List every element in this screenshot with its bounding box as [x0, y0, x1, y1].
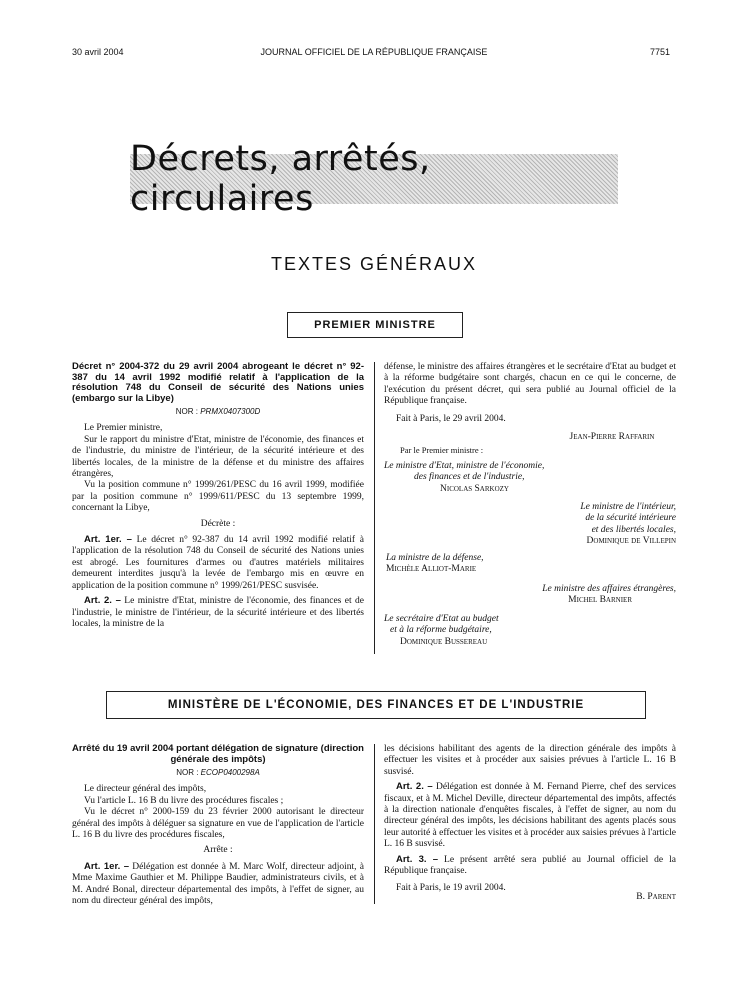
arrete-signature: B. Parent	[636, 892, 676, 902]
arrete-fait: Fait à Paris, le 19 avril 2004.	[396, 883, 506, 894]
header-journal: JOURNAL OFFICIEL DE LA RÉPUBLIQUE FRANÇAISE	[260, 47, 488, 57]
minister-affaires-etrangeres: Le ministre des affaires étrangères, Michel Barnier	[542, 584, 676, 606]
ministry-box-economie	[106, 691, 646, 719]
ministry-label: MINISTÈRE DE L'ÉCONOMIE, DES FINANCES ET DE L'INDUSTRIE	[167, 699, 585, 711]
decret-fait: Fait à Paris, le 29 avril 2004.	[396, 413, 506, 424]
minister-eco: Le ministre d'Etat, ministre de l'économie, des finances et de l'industrie, Nicolas Sarkozy	[384, 461, 545, 494]
signature-pm: Jean-Pierre Raffarin	[569, 432, 655, 442]
banner-title: Décrets, arrêtés, circulaires	[130, 139, 431, 219]
decret-article-1: Art. 1er. – Le décret n° 92-387 du 14 avril 1992 modifié relatif à l'application de la résolution 748 du Conseil de sécurité des Nations unies est abrogé. Les fournitures d'armes ou d'autres matériels militaires demeurent interdites jusqu'à la levée de l'embargo mis en œuvre en application de la position commune n° 1999/261/PESC susvisée.	[72, 534, 364, 591]
par-premier-ministre: Par le Premier ministre :	[400, 445, 484, 455]
arrete-paragraph: Vu le décret n° 2000-159 du 23 février 2000 autorisant le directeur général des impôts à déléguer sa signature en vue de l'application de l'article L. 16 B du livre des procédures fiscales,	[72, 807, 364, 841]
decret-paragraph: Le Premier ministre,	[84, 423, 163, 434]
arrete-paragraph: Vu l'article L. 16 B du livre des procédures fiscales ;	[84, 795, 284, 806]
decret-article-2: Art. 2. – Le ministre d'Etat, ministre de l'économie, des finances et de l'industrie, le ministre de l'intérieur, de la sécurité intérieure et des libertés locales, la ministre de la	[72, 595, 364, 629]
ministry-label: PREMIER MINISTRE	[314, 319, 436, 331]
decret-right-column	[384, 362, 676, 425]
arrete-paragraph: Le directeur général des impôts,	[84, 784, 207, 795]
decret-paragraph: Sur le rapport du ministre d'Etat, ministre de l'économie, des finances et de l'industrie, du ministre de l'intérieur, de la sécurité intérieure et des libertés locales, de la ministre de la défense et du ministre des affaires étrangères,	[72, 434, 364, 480]
arrete-nor: NOR : ECOP0400298A	[176, 768, 260, 777]
arrete-article-1: Art. 1er. – Délégation est donnée à M. Marc Wolf, directeur adjoint, à Mme Maxime Gauthier et M. Philippe Baudier, administrateurs civils, et à M. André Bonal, directeur départemental des impôts, à l'effet de signer, au nom du directeur général des impôts,	[72, 860, 364, 907]
arrete-continuation: les décisions habilitant des agents de la direction générale des impôts à effectuer les visites et à procéder aux saisies prévues à l'article L. 16 B susvisé.	[384, 744, 676, 777]
column-divider	[374, 744, 375, 904]
arrete-article-3: Art. 3. – Le présent arrêté sera publié au Journal officiel de la République française.	[384, 853, 676, 877]
section-title: TEXTES GÉNÉRAUX	[270, 254, 478, 274]
arrete-arrete: Arrête :	[203, 845, 233, 856]
arrete-left-column	[72, 744, 364, 907]
column-divider	[374, 362, 375, 654]
decret-title: Décret n° 2004-372 du 29 avril 2004 abrogeant le décret n° 92-387 du 14 avril 1992 modifié relatif à l'application de la résolution 748 du Conseil de sécurité des Nations unies (embargo sur la Libye)	[72, 361, 364, 404]
section-banner	[130, 139, 618, 219]
header-page-number: 7751	[650, 47, 671, 57]
header-date: 30 avril 2004	[72, 47, 124, 57]
arrete-title: Arrêté du 19 avril 2004 portant délégation de signature (direction générale des impôts)	[72, 743, 364, 765]
decret-decrete: Décrète :	[200, 518, 236, 529]
arrete-right-column	[384, 744, 676, 895]
ministry-box-premier-ministre	[287, 312, 463, 338]
minister-budget: Le secrétaire d'Etat au budget et à la réforme budgétaire, Dominique Bussereau	[384, 614, 499, 647]
decret-left-column	[72, 362, 364, 630]
minister-interieur: Le ministre de l'intérieur, de la sécurité intérieure et des libertés locales, Dominique de Villepin	[580, 502, 676, 547]
decret-paragraph: Vu la position commune n° 1999/261/PESC du 16 avril 1999, modifiée par la position commune n° 1999/611/PESC du 13 septembre 1999, concernant la Libye,	[72, 480, 364, 514]
decret-nor: NOR : PRMX0407300D	[175, 407, 261, 416]
minister-defense: La ministre de la défense, Michèle Alliot-Marie	[386, 553, 484, 575]
decret-continuation: défense, le ministre des affaires étrangères et le secrétaire d'Etat au budget et à la réforme budgétaire sont chargés, chacun en ce qui le concerne, de l'exécution du présent décret, qui sera publié au Journal officiel de la République française.	[384, 362, 676, 407]
arrete-article-2: Art. 2. – Délégation est donnée à M. Fernand Pierre, chef des services fiscaux, et à M. Michel Deville, directeur départemental des impôts, affectés à la direction nationale d'enquêtes fiscales, à l'effet de signer, au nom du directeur général des impôts, les décisions habilitant des agents placés sous leur autorité à effectuer les visites et à procéder aux saisies prévues à l'article L. 16 B susvisé.	[384, 781, 676, 850]
